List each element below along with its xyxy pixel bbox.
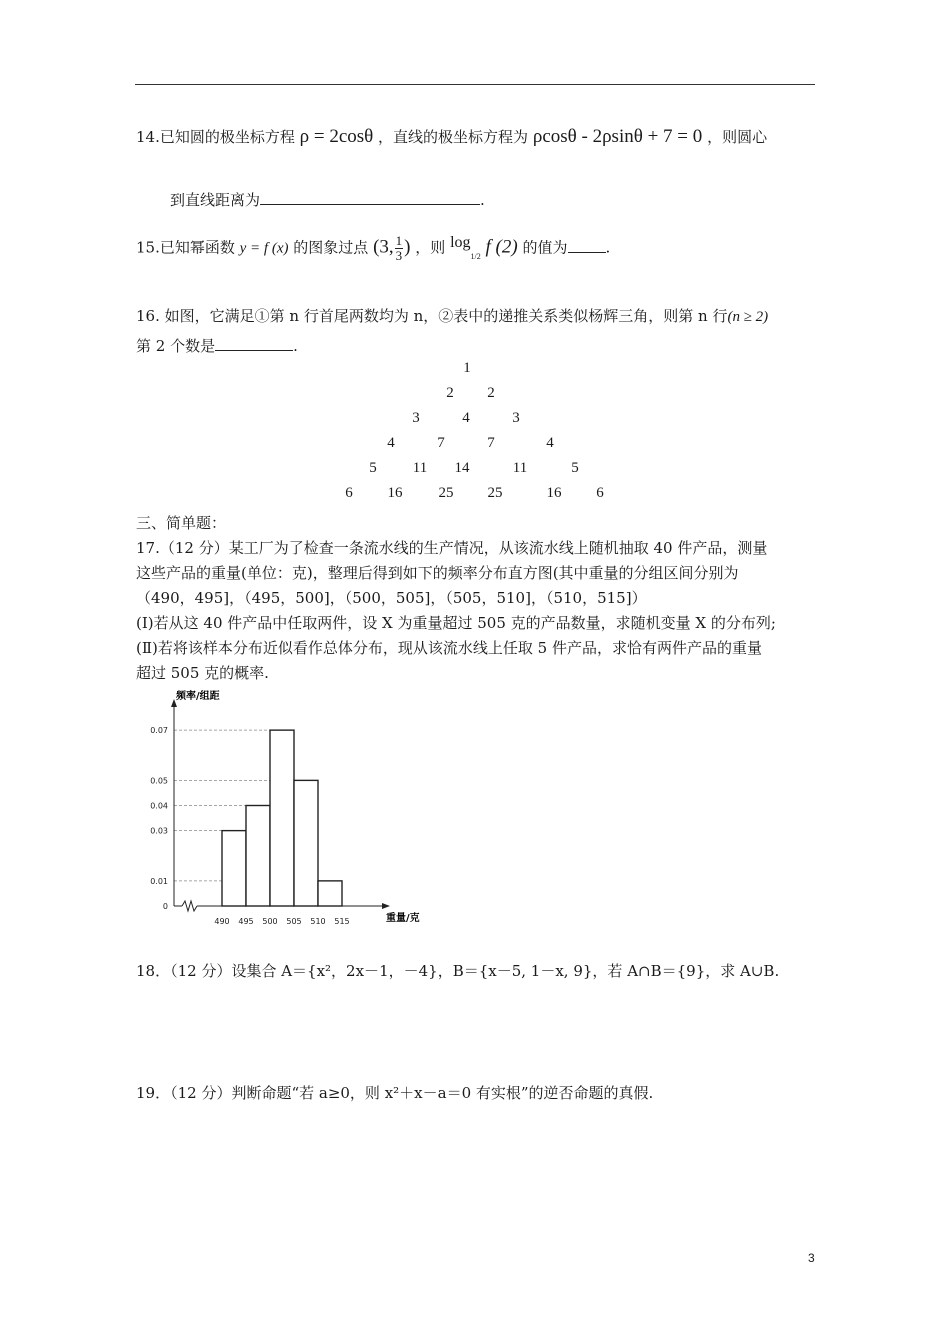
x-tick-label: 490 bbox=[214, 917, 230, 926]
y-tick-label: 0.03 bbox=[150, 826, 168, 836]
q15-fraction: $\frac{1}{3}$ bbox=[395, 233, 403, 263]
triangle-number: 7 bbox=[487, 435, 495, 451]
q14-circle-equation: ρ = 2cosθ bbox=[299, 126, 374, 147]
x-tick-label: 500 bbox=[262, 917, 278, 926]
y-tick-label: 0 bbox=[162, 902, 168, 911]
header-rule bbox=[135, 84, 815, 85]
q16-line1: 16. 如图，它满足①第 n 行首尾两数均为 n，②表中的递推关系类似杨辉三角，则第 n 行(n ≥ 2) bbox=[136, 307, 769, 325]
q17-line6: 超过 505 克的概率. bbox=[136, 664, 269, 682]
histogram-bar bbox=[246, 806, 270, 907]
triangle-number: 16 bbox=[387, 485, 403, 501]
histogram-bar bbox=[318, 881, 342, 906]
x-tick-label: 505 bbox=[286, 917, 302, 926]
triangle-number: 14 bbox=[454, 460, 470, 476]
triangle-number: 4 bbox=[387, 435, 395, 451]
triangle-number: 3 bbox=[512, 410, 520, 426]
y-tick-label: 0.04 bbox=[150, 801, 168, 811]
y-tick-label: 0.07 bbox=[150, 726, 168, 736]
triangle-number: 1 bbox=[463, 360, 471, 376]
triangle-number: 6 bbox=[345, 485, 353, 501]
q17-line3: （490，495]，（495，500]，（500，505]，（505，510]，（510，515]） bbox=[136, 589, 647, 607]
q17-part1: (Ⅰ)若从这 40 件产品中任取两件，设 X 为重量超过 505 克的产品数量，求随机变量 X 的分布列; bbox=[136, 614, 776, 632]
triangle-number: 5 bbox=[369, 460, 377, 476]
q18-line: 18．（12 分）设集合 A＝{x²，2x－1，－4}，B＝{x－5, 1－x, 9}，若 A∩B＝{9}，求 A∪B. bbox=[136, 962, 780, 980]
histogram-bar bbox=[294, 780, 318, 906]
axis-break-mark bbox=[182, 901, 197, 911]
triangle-number: 4 bbox=[546, 435, 554, 451]
q16-line2: 第 2 个数是 . bbox=[136, 337, 298, 355]
triangle-number: 3 bbox=[412, 410, 420, 426]
y-tick-label: 0.05 bbox=[150, 776, 168, 786]
triangle-number: 25 bbox=[487, 485, 503, 501]
triangle-number: 4 bbox=[462, 410, 470, 426]
q14-line2: 到直线距离为 . bbox=[170, 191, 485, 209]
triangle-number: 7 bbox=[437, 435, 445, 451]
y-axis-label: 频率/组距 bbox=[176, 691, 220, 702]
q17-part2: (Ⅱ)若将该样本分布近似看作总体分布，现从该流水线上任取 5 件产品，求恰有两件产品的重量 bbox=[136, 639, 762, 657]
q16-answer-blank[interactable] bbox=[215, 336, 293, 351]
x-tick-label: 510 bbox=[310, 917, 326, 926]
section-heading: 三、简单题： bbox=[136, 514, 227, 532]
triangle-number: 2 bbox=[446, 385, 454, 401]
x-axis-arrow bbox=[382, 903, 390, 909]
x-tick-label: 515 bbox=[334, 917, 350, 926]
q14-answer-blank[interactable] bbox=[260, 190, 480, 205]
x-axis-label: 重量/克 bbox=[386, 913, 420, 924]
histogram-bar bbox=[270, 730, 294, 906]
x-tick-label: 495 bbox=[238, 917, 254, 926]
triangle-number: 11 bbox=[412, 460, 428, 476]
q15-line: 15.已知幂函数 y = f (x) 的图象过点 (3, $\frac{1}{3}$ ) ，则 $\log_{1/2} f$ (2) 的值为 . bbox=[136, 233, 611, 263]
q19-line: 19．（12 分）判断命题“若 a≥0，则 x²＋x－a＝0 有实根”的逆否命题的真假. bbox=[136, 1084, 654, 1102]
q15-answer-blank[interactable] bbox=[568, 238, 606, 253]
page-number: 3 bbox=[808, 1251, 815, 1265]
q17-line2: 这些产品的重量(单位：克)，整理后得到如下的频率分布直方图(其中重量的分组区间分别为 bbox=[136, 564, 739, 582]
q17-line1: 17.（12 分）某工厂为了检查一条流水线的生产情况，从该流水线上随机抽取 40 件产品，测量 bbox=[136, 539, 768, 557]
y-tick-label: 0.01 bbox=[150, 876, 168, 886]
q14-line-equation: ρcosθ - 2ρsinθ + 7 = 0 bbox=[532, 126, 703, 147]
frequency-histogram bbox=[140, 685, 440, 935]
q14-line1: 14.已知圆的极坐标方程 ρ = 2cosθ ，直线的极坐标方程为 ρcosθ - 2ρsinθ + 7 = 0 ，则圆心 bbox=[136, 126, 768, 147]
triangle-number: 6 bbox=[596, 485, 604, 501]
triangle-number: 11 bbox=[512, 460, 528, 476]
triangle-number: 16 bbox=[546, 485, 562, 501]
triangle-number: 5 bbox=[571, 460, 579, 476]
triangle-number: 2 bbox=[487, 385, 495, 401]
triangle-number: 25 bbox=[438, 485, 454, 501]
histogram-bar bbox=[222, 831, 246, 906]
